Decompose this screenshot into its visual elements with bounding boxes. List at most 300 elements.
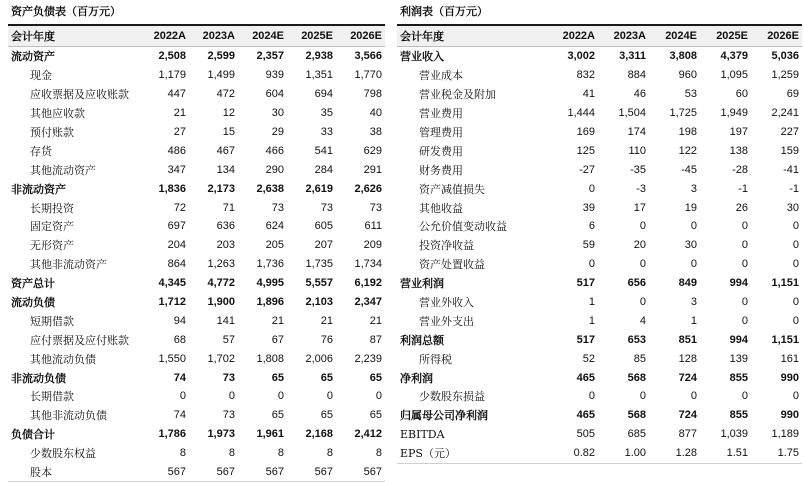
cell-value: 69 — [786, 88, 799, 101]
table-row — [397, 293, 802, 312]
cell-value: 1,444 — [567, 107, 595, 120]
table-row — [397, 349, 802, 368]
cell-value: 994 — [729, 333, 748, 346]
table-row — [397, 217, 802, 236]
cell-value: 1,736 — [256, 258, 284, 271]
balance-sheet-body — [8, 47, 385, 482]
cell-value: 8 — [179, 447, 186, 460]
cell-value: 110 — [628, 144, 646, 157]
cell-value: 128 — [678, 352, 697, 365]
cell-value: 3,566 — [354, 50, 382, 63]
cell-value: 1,151 — [771, 277, 799, 290]
cell-value: 74 — [173, 409, 186, 422]
cell-value: 1,550 — [158, 352, 186, 365]
cell-value: 517 — [576, 277, 595, 290]
table-row — [397, 444, 802, 463]
table-row — [8, 104, 385, 123]
year-header: 2025E — [287, 26, 336, 47]
income-statement-panel — [397, 0, 802, 464]
row-label: 现金 — [30, 69, 52, 83]
row-label: 其他非流动资产 — [30, 258, 107, 272]
cell-value: 21 — [320, 314, 333, 327]
cell-value: 1 — [588, 296, 595, 309]
cell-value: 0 — [588, 182, 595, 195]
cell-value: 939 — [265, 69, 284, 82]
cell-value: 467 — [216, 144, 235, 157]
table-row — [397, 255, 802, 274]
cell-value: 94 — [173, 314, 186, 327]
row-label: 非流动负债 — [11, 371, 66, 385]
cell-value: 855 — [729, 371, 748, 384]
cell-value: 53 — [684, 88, 697, 101]
cell-value: 39 — [582, 201, 595, 214]
table-row — [8, 330, 385, 349]
cell-value: 207 — [314, 239, 333, 252]
cell-value: 33 — [320, 126, 333, 138]
cell-value: 52 — [582, 352, 595, 365]
cell-value: 159 — [780, 144, 799, 157]
table-row — [397, 47, 802, 66]
table-row — [397, 311, 802, 330]
row-label: 应付票据及应付账款 — [30, 333, 129, 347]
row-label: 短期借款 — [30, 314, 74, 328]
cell-value: 1,786 — [158, 428, 186, 441]
cell-value: 2,626 — [354, 182, 382, 195]
cell-value: 656 — [627, 277, 646, 290]
table-row — [397, 179, 802, 198]
cell-value: 203 — [216, 239, 235, 252]
cell-value: 5,557 — [305, 277, 333, 290]
cell-value: 40 — [369, 107, 382, 120]
cell-value: 138 — [729, 144, 748, 157]
cell-value: -3 — [636, 182, 646, 195]
cell-value: 2,347 — [354, 296, 382, 309]
cell-value: 605 — [314, 220, 333, 233]
cell-value: 994 — [729, 277, 748, 290]
cell-value: 0 — [639, 296, 646, 309]
income-statement-table — [397, 26, 802, 464]
cell-value: 877 — [678, 428, 697, 441]
balance-sheet-panel — [8, 0, 385, 482]
cell-value: 26 — [735, 201, 748, 214]
cell-value: 0 — [741, 296, 748, 309]
row-label: 净利润 — [400, 371, 433, 385]
balance-sheet-header-row — [8, 26, 385, 47]
cell-value: 65 — [271, 409, 284, 422]
table-row — [397, 160, 802, 179]
cell-value: 0 — [277, 390, 284, 403]
cell-value: 41 — [582, 88, 595, 101]
cell-value: 851 — [678, 333, 697, 346]
cell-value: 21 — [173, 107, 186, 120]
cell-value: 1,504 — [618, 107, 646, 120]
cell-value: 38 — [369, 126, 382, 138]
row-label: EPS（元） — [397, 444, 547, 463]
cell-value: 1 — [588, 314, 595, 327]
cell-value: 15 — [222, 126, 235, 138]
year-header: 2023A — [598, 26, 649, 47]
cell-value: 724 — [678, 409, 697, 422]
cell-value: 8 — [375, 447, 382, 460]
cell-value: 1,189 — [771, 428, 799, 441]
cell-value: 1 — [690, 314, 697, 327]
cell-value: 0 — [179, 390, 186, 403]
cell-value: 17 — [633, 201, 646, 214]
cell-value: 174 — [627, 126, 646, 138]
year-header: 2024E — [649, 26, 700, 47]
row-label: 存货 — [30, 144, 52, 158]
table-row — [8, 47, 385, 66]
table-row — [8, 406, 385, 425]
cell-value: 466 — [265, 144, 284, 157]
row-label: 流动负债 — [11, 296, 55, 310]
cell-value: 568 — [627, 371, 646, 384]
row-label: 研发费用 — [419, 144, 463, 158]
cell-value: 864 — [167, 258, 186, 271]
year-header: 2024E — [238, 26, 287, 47]
year-header: 2025E — [700, 26, 751, 47]
cell-value: 73 — [271, 201, 284, 214]
row-label: 预付账款 — [30, 126, 74, 139]
cell-value: 472 — [216, 88, 235, 101]
cell-value: 1,808 — [256, 352, 284, 365]
cell-value: 486 — [167, 144, 186, 157]
row-label: 营业成本 — [419, 69, 463, 83]
cell-value: 12 — [222, 107, 235, 120]
cell-value: 65 — [369, 371, 382, 384]
table-row — [8, 349, 385, 368]
cell-value: 0 — [792, 258, 799, 271]
cell-value: 20 — [633, 239, 646, 252]
cell-value: 629 — [363, 144, 382, 157]
header-label: 会计年度 — [397, 26, 547, 47]
cell-value: 227 — [780, 126, 799, 138]
cell-value: 604 — [265, 88, 284, 101]
table-row — [397, 236, 802, 255]
year-header: 2026E — [751, 26, 802, 47]
cell-value: 284 — [314, 163, 333, 176]
table-row — [8, 368, 385, 387]
cell-value: 568 — [627, 409, 646, 422]
cell-value: 798 — [363, 88, 382, 101]
row-label: 固定资产 — [30, 220, 74, 234]
cell-value: 59 — [582, 239, 595, 252]
cell-value: 8 — [228, 447, 235, 460]
row-label: 投资净收益 — [419, 239, 474, 253]
cell-value: 290 — [265, 163, 284, 176]
cell-value: 6 — [588, 220, 595, 233]
cell-value: 21 — [271, 314, 284, 327]
row-label: 归属母公司净利润 — [400, 409, 488, 423]
cell-value: 4,995 — [256, 277, 284, 290]
cell-value: 73 — [222, 409, 235, 422]
cell-value: 4 — [639, 314, 646, 327]
cell-value: 724 — [678, 371, 697, 384]
cell-value: 0 — [792, 239, 799, 252]
cell-value: 567 — [189, 463, 238, 482]
cell-value: 27 — [173, 126, 186, 138]
cell-value: 884 — [627, 69, 646, 82]
row-label: 营业利润 — [400, 277, 444, 291]
table-row — [397, 85, 802, 104]
cell-value: 1,712 — [158, 296, 186, 309]
cell-value: 1,263 — [207, 258, 235, 271]
year-header: 2023A — [189, 26, 238, 47]
row-label: 管理费用 — [419, 126, 463, 139]
table-row — [397, 274, 802, 293]
cell-value: 3 — [690, 296, 697, 309]
cell-value: 68 — [173, 333, 186, 346]
cell-value: 1,973 — [207, 428, 235, 441]
cell-value: 141 — [216, 314, 235, 327]
income-statement-title: 利润表（百万元） — [397, 0, 802, 26]
cell-value: 517 — [576, 333, 595, 346]
cell-value: 1.75 — [751, 444, 802, 463]
table-row — [8, 217, 385, 236]
cell-value: 4,345 — [158, 277, 186, 290]
cell-value: 447 — [167, 88, 186, 101]
row-label: 财务费用 — [419, 163, 463, 177]
cell-value: 73 — [369, 201, 382, 214]
balance-sheet-title: 资产负债表（百万元） — [8, 0, 385, 26]
table-row — [397, 198, 802, 217]
cell-value: 567 — [238, 463, 287, 482]
cell-value: 2,168 — [305, 428, 333, 441]
cell-value: 0 — [588, 258, 595, 271]
row-label: 其他流动资产 — [30, 163, 96, 177]
table-row — [8, 293, 385, 312]
cell-value: 1,836 — [158, 182, 186, 195]
year-header: 2022A — [140, 26, 189, 47]
balance-sheet-table — [8, 26, 385, 482]
row-label: 资产处置收益 — [419, 258, 485, 272]
cell-value: 636 — [216, 220, 235, 233]
cell-value: 3 — [690, 182, 697, 195]
cell-value: 849 — [678, 277, 697, 290]
cell-value: 567 — [336, 463, 385, 482]
cell-value: 291 — [363, 163, 382, 176]
cell-value: 694 — [314, 88, 333, 101]
cell-value: 611 — [364, 220, 382, 233]
cell-value: 139 — [729, 352, 748, 365]
cell-value: 0 — [741, 390, 748, 403]
cell-value: 1,702 — [207, 352, 235, 365]
cell-value: 1,179 — [158, 69, 186, 82]
cell-value: 1,900 — [207, 296, 235, 309]
cell-value: -41 — [783, 163, 799, 176]
cell-value: 832 — [576, 69, 595, 82]
cell-value: 653 — [627, 333, 646, 346]
cell-value: 2,938 — [305, 50, 333, 63]
row-label: 营业费用 — [419, 107, 463, 121]
cell-value: 209 — [363, 239, 382, 252]
cell-value: 567 — [140, 463, 189, 482]
cell-value: 65 — [369, 409, 382, 422]
cell-value: 685 — [627, 428, 646, 441]
row-label: 资产减值损失 — [419, 182, 485, 196]
cell-value: 57 — [222, 333, 235, 346]
cell-value: 2,599 — [207, 50, 235, 63]
cell-value: 0 — [375, 390, 382, 403]
table-row — [8, 255, 385, 274]
year-header: 2022A — [547, 26, 598, 47]
table-row — [397, 66, 802, 85]
cell-value: 465 — [576, 409, 595, 422]
cell-value: 73 — [222, 371, 235, 384]
cell-value: 65 — [320, 371, 333, 384]
table-row — [8, 123, 385, 142]
row-label: 营业外支出 — [419, 314, 474, 328]
cell-value: 990 — [780, 371, 799, 384]
cell-value: 169 — [576, 126, 595, 138]
cell-value: 122 — [678, 144, 697, 157]
cell-value: 0 — [741, 314, 748, 327]
cell-value: 2,357 — [256, 50, 284, 63]
cell-value: 1,351 — [305, 69, 333, 82]
income-statement-body — [397, 47, 802, 464]
cell-value: 30 — [271, 107, 284, 120]
row-label: 长期借款 — [30, 390, 74, 404]
income-statement-header-row — [397, 26, 802, 47]
row-label: 营业税金及附加 — [419, 88, 496, 102]
table-row — [8, 160, 385, 179]
cell-value: 1,949 — [720, 107, 748, 120]
cell-value: -1 — [738, 182, 748, 195]
table-row — [8, 85, 385, 104]
table-row — [8, 236, 385, 255]
cell-value: 1,770 — [354, 69, 382, 82]
cell-value: 5,036 — [771, 50, 799, 63]
cell-value: 1,259 — [771, 69, 799, 82]
cell-value: 0 — [326, 390, 333, 403]
table-row — [397, 104, 802, 123]
table-row — [8, 463, 385, 482]
cell-value: 0 — [690, 220, 697, 233]
cell-value: 1.51 — [700, 444, 751, 463]
row-label: 长期投资 — [30, 201, 74, 215]
cell-value: 8 — [277, 447, 284, 460]
row-label: 其他收益 — [419, 201, 463, 215]
cell-value: 197 — [729, 126, 748, 138]
cell-value: 2,619 — [305, 182, 333, 195]
row-label: 所得税 — [419, 352, 452, 366]
cell-value: 0 — [792, 296, 799, 309]
row-label: 营业收入 — [400, 50, 444, 64]
cell-value: 72 — [173, 201, 186, 214]
cell-value: 1,734 — [354, 258, 382, 271]
row-label: EBITDA — [400, 427, 445, 441]
cell-value: 1,735 — [305, 258, 333, 271]
cell-value: -1 — [789, 182, 799, 195]
cell-value: 73 — [320, 201, 333, 214]
cell-value: 1,896 — [256, 296, 284, 309]
table-row — [8, 444, 385, 463]
cell-value: 161 — [780, 352, 799, 365]
cell-value: 0 — [639, 390, 646, 403]
table-row — [8, 141, 385, 160]
table-row — [397, 123, 802, 142]
cell-value: 71 — [222, 201, 235, 214]
cell-value: 87 — [369, 333, 382, 346]
table-row — [8, 66, 385, 85]
cell-value: 2,638 — [256, 182, 284, 195]
row-label: 少数股东权益 — [30, 447, 96, 461]
cell-value: 19 — [684, 201, 697, 214]
cell-value: 1,151 — [771, 333, 799, 346]
cell-value: 2,239 — [354, 352, 382, 365]
table-row — [8, 179, 385, 198]
cell-value: 0 — [741, 258, 748, 271]
cell-value: -45 — [681, 163, 697, 176]
table-row — [8, 425, 385, 444]
cell-value: 0 — [588, 390, 595, 403]
cell-value: 3,808 — [669, 50, 697, 63]
row-label: 负债合计 — [11, 428, 55, 442]
table-row — [397, 141, 802, 160]
cell-value: 125 — [576, 144, 595, 157]
cell-value: 0 — [741, 239, 748, 252]
cell-value: 3,311 — [619, 50, 646, 63]
cell-value: 198 — [678, 126, 697, 138]
cell-value: 205 — [265, 239, 284, 252]
header-label: 会计年度 — [8, 26, 140, 47]
cell-value: 4,772 — [207, 277, 235, 290]
row-label: 非流动资产 — [11, 182, 66, 196]
table-row — [8, 198, 385, 217]
cell-value: 0 — [792, 390, 799, 403]
cell-value: 567 — [287, 463, 336, 482]
row-label: 股本 — [8, 463, 140, 482]
cell-value: 30 — [786, 201, 799, 214]
cell-value: 2,006 — [305, 352, 333, 365]
cell-value: 8 — [326, 447, 333, 460]
table-row — [8, 311, 385, 330]
row-label: 营业外收入 — [419, 296, 474, 310]
row-label: 利润总额 — [400, 333, 444, 347]
cell-value: 67 — [271, 333, 284, 346]
row-label: 少数股东损益 — [419, 390, 485, 404]
cell-value: 46 — [633, 88, 646, 101]
cell-value: 347 — [167, 163, 186, 176]
cell-value: 505 — [576, 428, 595, 441]
cell-value: 2,508 — [158, 50, 186, 63]
cell-value: 2,103 — [305, 296, 333, 309]
cell-value: 0 — [690, 390, 697, 403]
cell-value: 30 — [684, 239, 697, 252]
cell-value: 855 — [729, 409, 748, 422]
cell-value: 76 — [320, 333, 333, 346]
cell-value: 0 — [228, 390, 235, 403]
cell-value: 1,725 — [669, 107, 697, 120]
cell-value: 0 — [792, 220, 799, 233]
cell-value: 990 — [780, 409, 799, 422]
cell-value: -27 — [579, 163, 595, 176]
cell-value: 65 — [320, 409, 333, 422]
row-label: 流动资产 — [11, 50, 55, 64]
table-row — [397, 368, 802, 387]
year-header: 2026E — [336, 26, 385, 47]
cell-value: 1,961 — [256, 428, 284, 441]
row-label: 其他应收款 — [30, 107, 85, 121]
cell-value: 1,499 — [207, 69, 235, 82]
cell-value: 1.28 — [649, 444, 700, 463]
row-label: 应收票据及应收账款 — [30, 88, 129, 102]
cell-value: 21 — [369, 314, 382, 327]
cell-value: 1,039 — [720, 428, 748, 441]
cell-value: 2,412 — [354, 428, 382, 441]
table-row — [397, 330, 802, 349]
cell-value: 3,002 — [567, 50, 595, 63]
